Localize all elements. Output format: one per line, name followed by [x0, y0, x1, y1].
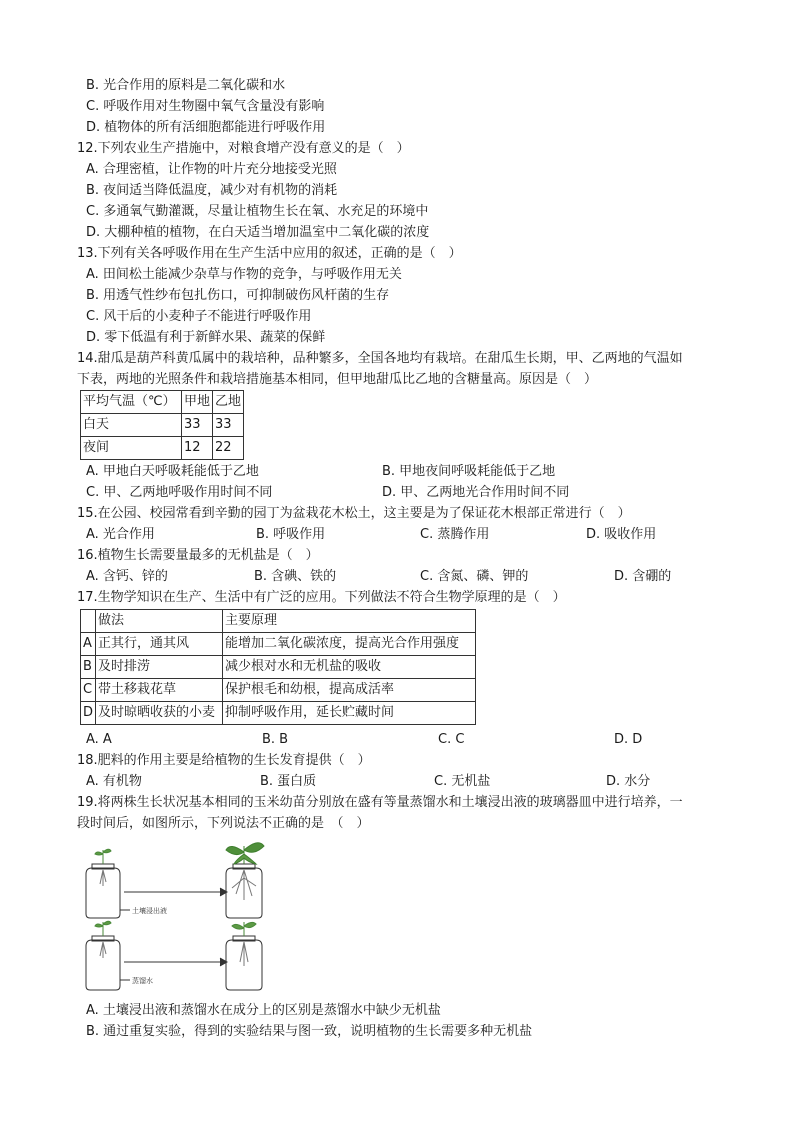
q13-option-c: C. 风干后的小麦种子不能进行呼吸作用 — [86, 309, 312, 324]
table-cell: 白天 — [81, 414, 182, 437]
table-cell: 及时排涝 — [96, 656, 223, 679]
jar-distilled-water-start — [86, 921, 120, 990]
table-row — [81, 702, 476, 725]
q17-stem: 17.生物学知识在生产、生活中有广泛的应用。下列做法不符合生物学原理的是（ ） — [77, 590, 566, 605]
q14-option-a: A. 甲地白天呼吸耗能低于乙地 — [86, 464, 259, 479]
q14-stem-line1: 14.甜瓜是葫芦科黄瓜属中的栽培种，品种繁多，全国各地均有栽培。在甜瓜生长期，甲、乙两地的气温如 — [77, 351, 683, 366]
q11-option-b: B. 光合作用的原料是二氧化碳和水 — [86, 78, 286, 93]
table-cell: 减少根对水和无机盐的吸收 — [223, 656, 476, 679]
q17-practice-table — [80, 609, 476, 725]
q11-option-c: C. 呼吸作用对生物圈中氧气含量没有影响 — [86, 99, 325, 114]
q13-option-d: D. 零下低温有利于新鲜水果、蔬菜的保鲜 — [86, 330, 326, 345]
table-cell: 33 — [182, 414, 213, 437]
table-cell — [81, 610, 96, 633]
q19-option-b: B. 通过重复实验，得到的实验结果与图一致，说明植物的生长需要多种无机盐 — [86, 1024, 533, 1039]
label-soil-extract: 土壤浸出液 — [132, 907, 167, 915]
q14-option-d: D. 甲、乙两地光合作用时间不同 — [382, 485, 570, 500]
q16-option-b: B. 含碘、铁的 — [254, 569, 337, 584]
q18-stem: 18.肥料的作用主要是给植物的生长发育提供（ ） — [77, 753, 371, 768]
q12-option-d: D. 大棚种植的植物，在白天适当增加温室中二氧化碳的浓度 — [86, 225, 430, 240]
q14-temperature-table — [80, 390, 244, 460]
q14-option-b: B. 甲地夜间呼吸耗能低于乙地 — [382, 464, 556, 479]
table-cell: 做法 — [96, 610, 223, 633]
table-cell: 正其行，通其风 — [96, 633, 223, 656]
q11-option-d: D. 植物体的所有活细胞都能进行呼吸作用 — [86, 120, 326, 135]
q12-option-b: B. 夜间适当降低温度，减少对有机物的消耗 — [86, 183, 338, 198]
q18-option-d: D. 水分 — [606, 774, 651, 789]
table-row — [81, 656, 476, 679]
table-cell: 33 — [213, 414, 244, 437]
q15-stem: 15.在公园、校园常看到辛勤的园丁为盆栽花木松土，这主要是为了保证花木根部正常进行（ ） — [77, 506, 631, 521]
q19-stem-line2: 段时间后，如图所示，下列说法不正确的是 （ ） — [77, 816, 370, 831]
table-row — [81, 633, 476, 656]
q18-option-a: A. 有机物 — [86, 774, 142, 789]
table-cell: 乙地 — [213, 391, 244, 414]
q17-option-b: B. B — [262, 732, 289, 747]
table-cell: C — [81, 679, 96, 702]
table-cell: 12 — [182, 437, 213, 460]
table-cell: 甲地 — [182, 391, 213, 414]
table-cell: 抑制呼吸作用，延长贮藏时间 — [223, 702, 476, 725]
table-cell: 平均气温（℃） — [81, 391, 182, 414]
q18-option-c: C. 无机盐 — [434, 774, 491, 789]
table-cell: 能增加二氧化碳浓度，提高光合作用强度 — [223, 633, 476, 656]
q15-option-c: C. 蒸腾作用 — [420, 527, 490, 542]
table-cell: 夜间 — [81, 437, 182, 460]
table-cell: 保护根毛和幼根，提高成活率 — [223, 679, 476, 702]
q12-option-c: C. 多通氧气勤灌溉，尽量让植物生长在氧、水充足的环境中 — [86, 204, 429, 219]
q15-option-b: B. 呼吸作用 — [256, 527, 326, 542]
table-header-row — [81, 391, 244, 414]
table-cell: 22 — [213, 437, 244, 460]
table-row — [81, 414, 244, 437]
q14-option-c: C. 甲、乙两地呼吸作用时间不同 — [86, 485, 273, 500]
q16-option-c: C. 含氮、磷、钾的 — [420, 569, 529, 584]
seedling-experiment-figure — [78, 838, 298, 996]
q17-option-d: D. D — [614, 732, 643, 747]
q17-option-c: C. C — [438, 732, 465, 747]
table-row — [81, 679, 476, 702]
q19-option-a: A. 土壤浸出液和蒸馏水在成分上的区别是蒸馏水中缺少无机盐 — [86, 1003, 441, 1018]
q13-stem: 13.下列有关各呼吸作用在生产生活中应用的叙述，正确的是（ ） — [77, 246, 462, 261]
q12-stem: 12.下列农业生产措施中，对粮食增产没有意义的是（ ） — [77, 141, 410, 156]
q13-option-b: B. 用透气性纱布包扎伤口，可抑制破伤风杆菌的生存 — [86, 288, 390, 303]
q15-option-d: D. 吸收作用 — [586, 527, 657, 542]
table-cell: 带土移栽花草 — [96, 679, 223, 702]
table-cell: D — [81, 702, 96, 725]
q12-option-a: A. 合理密植，让作物的叶片充分地接受光照 — [86, 162, 337, 177]
q19-stem-line1: 19.将两株生长状况基本相同的玉米幼苗分别放在盛有等量蒸馏水和土壤浸出液的玻璃器皿中进行培养，一 — [77, 795, 683, 810]
table-header-row — [81, 610, 476, 633]
q16-option-d: D. 含硼的 — [614, 569, 672, 584]
jar-soil-extract-end — [226, 843, 264, 918]
label-distilled-water: 蒸馏水 — [132, 977, 153, 985]
q17-option-a: A. A — [86, 732, 112, 747]
table-cell: 主要原理 — [223, 610, 476, 633]
q16-option-a: A. 含钙、锌的 — [86, 569, 168, 584]
q14-stem-line2: 下表，两地的光照条件和栽培措施基本相同，但甲地甜瓜比乙地的含糖量高。原因是（ ） — [77, 372, 598, 387]
table-row — [81, 437, 244, 460]
q16-stem: 16.植物生长需要量最多的无机盐是（ ） — [77, 548, 319, 563]
jar-distilled-water-end — [226, 922, 262, 990]
jar-soil-extract-start — [86, 849, 120, 918]
table-cell: B — [81, 656, 96, 679]
q15-option-a: A. 光合作用 — [86, 527, 155, 542]
q13-option-a: A. 田间松土能减少杂草与作物的竞争，与呼吸作用无关 — [86, 267, 402, 282]
q18-option-b: B. 蛋白质 — [260, 774, 317, 789]
table-cell: 及时晾晒收获的小麦 — [96, 702, 223, 725]
table-cell: A — [81, 633, 96, 656]
